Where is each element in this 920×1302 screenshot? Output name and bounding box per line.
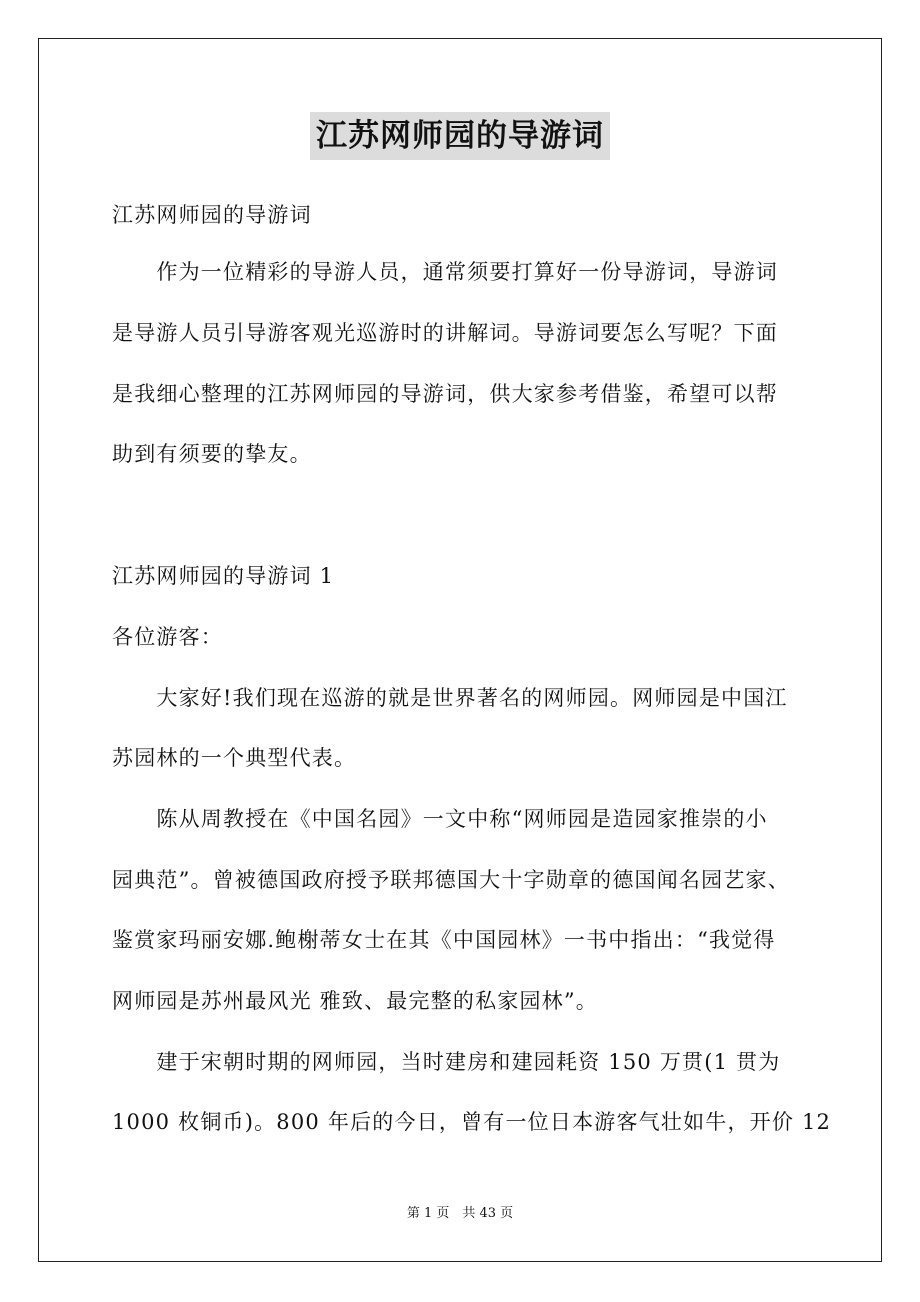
page-footer: 第 1 页 共 43 页 (406, 1206, 514, 1221)
text-line: 是导游人员引导游客观光巡游时的讲解词。导游词要怎么写呢？下面 (112, 321, 778, 345)
text-line: 鉴赏家玛丽安娜.鲍榭蒂女士在其《中国园林》一书中指出：“我觉得 (112, 928, 776, 952)
text-line: 网师园是苏州最风光 雅致、最完整的私家园林”。 (112, 989, 599, 1013)
text-line: 作为一位精彩的导游人员，通常须要打算好一份导游词，导游词 (112, 260, 778, 284)
text-line: 大家好!我们现在巡游的就是世界著名的网师园。网师园是中国江 (112, 686, 788, 710)
title-container (0, 112, 920, 160)
text-line: 是我细心整理的江苏网师园的导游词，供大家参考借鉴，希望可以帮 (112, 382, 778, 406)
text-line: 江苏网师园的导游词 1 (112, 564, 335, 588)
text-line: 江苏网师园的导游词 (112, 203, 312, 227)
text-line: 1000 枚铜币)。800 年后的今日，曾有一位日本游客气壮如牛，开价 12 (112, 1110, 832, 1134)
text-line: 苏园林的一个典型代表。 (112, 746, 357, 770)
document-title: 江苏网师园的导游词 (310, 112, 610, 160)
text-line: 助到有须要的挚友。 (112, 442, 312, 466)
text-line: 园典范”。曾被德国政府授予联邦德国大十字勋章的德国闻名园艺家、 (112, 868, 790, 892)
text-line: 建于宋朝时期的网师园，当时建房和建园耗资 150 万贯(1 贯为 (112, 1050, 781, 1074)
text-line: 陈从周教授在《中国名园》一文中称“网师园是造园家推崇的小 (112, 807, 768, 831)
text-line: 各位游客： (112, 625, 223, 649)
